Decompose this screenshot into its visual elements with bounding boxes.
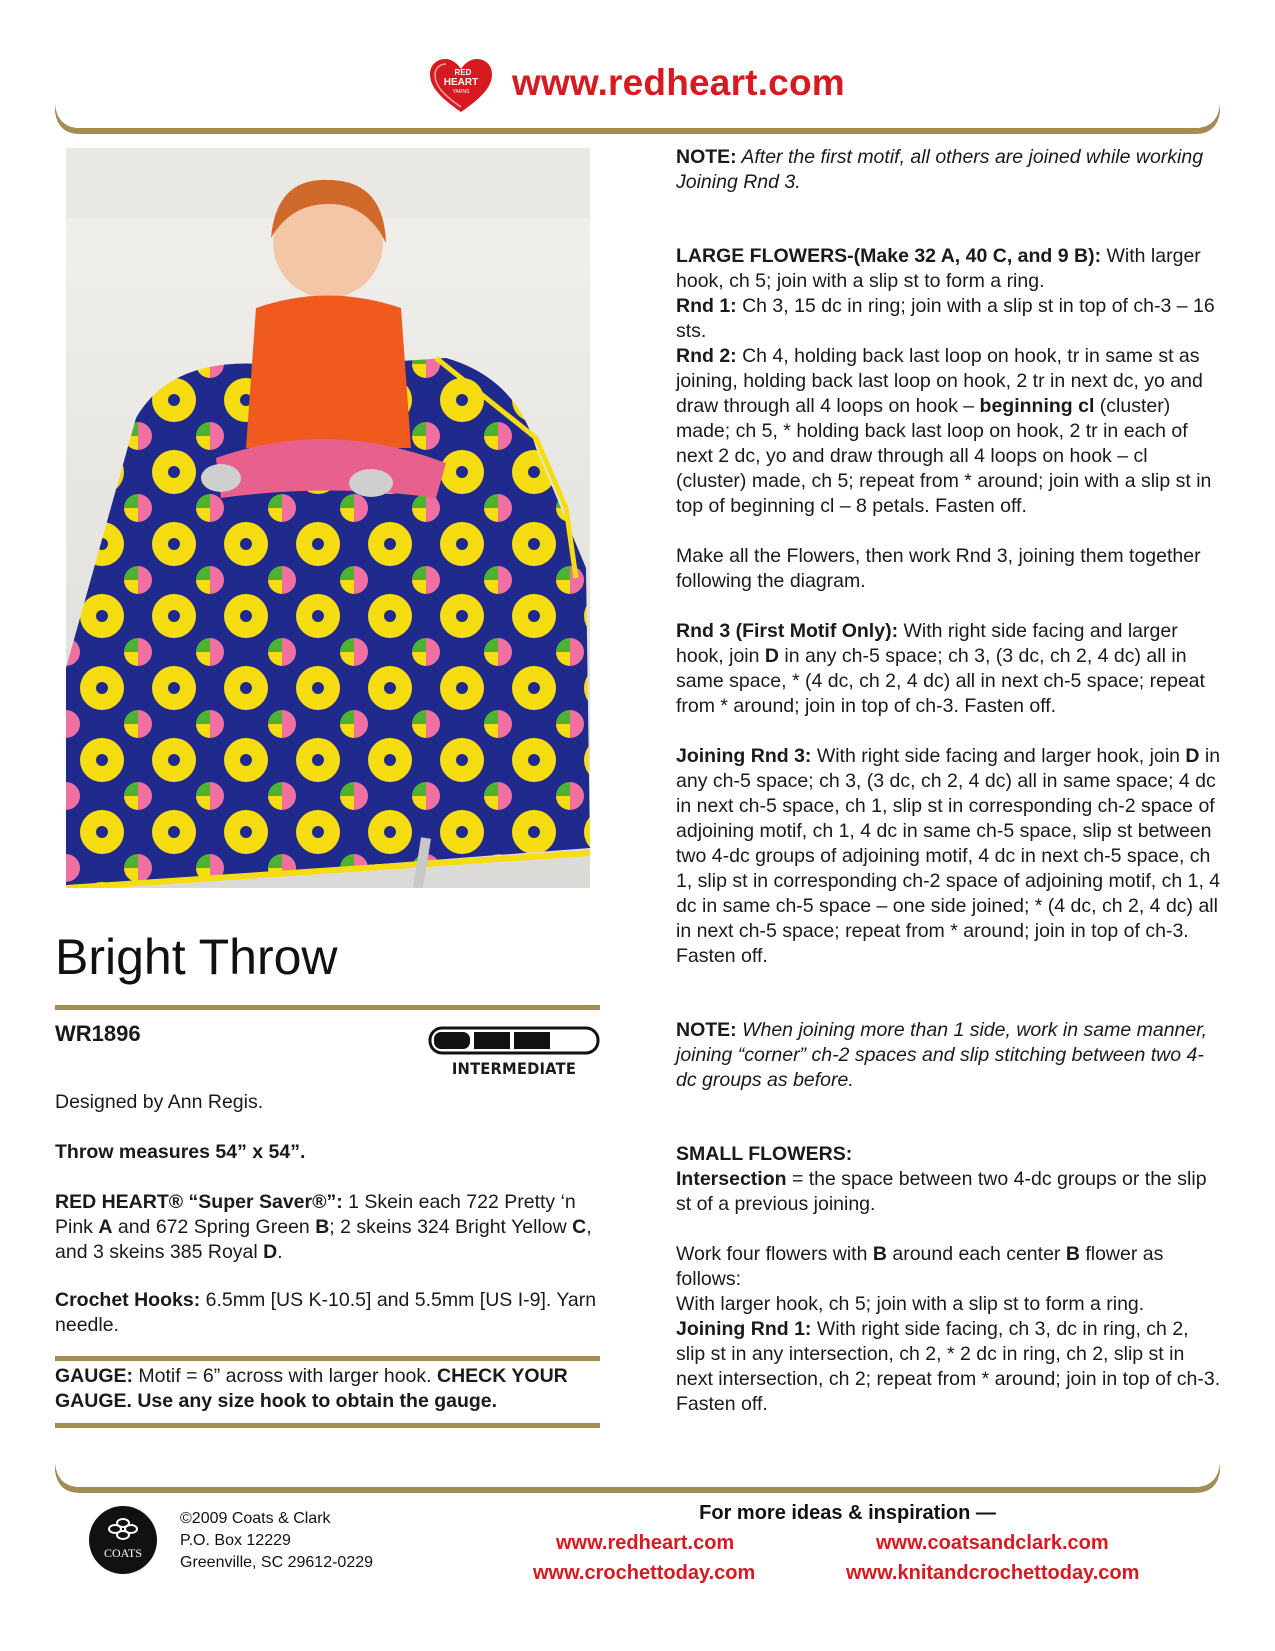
joining-label: Joining Rnd 3: [676, 745, 812, 767]
rnd1-label: Rnd 1: [676, 295, 737, 317]
coats-logo[interactable] [88, 1505, 158, 1575]
rnd3-color-d: D [764, 645, 779, 667]
yarn-text-1: 1 Skein each 722 Pretty ‘n Pink [55, 1191, 576, 1238]
address-line-2: P.O. Box 12229 [180, 1532, 291, 1549]
workfour-b2: B [1065, 1243, 1080, 1265]
skill-segment-2 [474, 1032, 510, 1049]
footer-link-crochettoday[interactable]: www.crochettoday.com [533, 1562, 756, 1584]
note-multiple-sides [676, 1018, 1221, 1093]
workfour-b1: B [872, 1243, 887, 1265]
more-ideas-heading: For more ideas & inspiration — [699, 1502, 996, 1524]
header-divider-band [55, 104, 1220, 134]
large-flowers-label: LARGE FLOWERS-(Make 32 A, 40 C, and 9 B): [676, 245, 1102, 267]
footer-link-redheart[interactable]: www.redheart.com [556, 1532, 735, 1554]
footer-link-coatsandclark[interactable]: www.coatsandclark.com [876, 1532, 1109, 1554]
hooks-label: Crochet Hooks: [55, 1289, 201, 1311]
small-flowers-instructions [676, 1242, 1221, 1417]
color-b: B [315, 1216, 330, 1238]
pattern-title: Bright Throw [55, 929, 338, 985]
coats-logo-text: COATS [103, 1546, 143, 1560]
intersection-text: = the space between two 4-dc groups or the slip st of a previous joining. [676, 1168, 1207, 1215]
skill-segment-4 [554, 1032, 592, 1049]
skill-level-label: INTERMEDIATE [451, 1059, 577, 1078]
rnd2-text-b: (cluster) made; ch 5, * holding back last loop on hook, 2 tr in each of next 2 dc, yo and draw through all 4 loops on hook – cl (cluster) made, ch 5; repeat from * around; join with a slip st in top of beginning cl – 8 petals. Fasten off. [676, 395, 1212, 517]
yarn-materials [55, 1190, 605, 1265]
color-a: A [98, 1216, 113, 1238]
address-line-3: Greenville, SC 29612-0229 [180, 1554, 374, 1571]
skill-segment-3 [514, 1032, 550, 1049]
joining-text-2: in any ch-5 space; ch 3, (3 dc, ch 2, 4 dc) all in same space; 4 dc in next ch-5 space, ch 1, slip st in corresponding ch-2 space of adjoining motif, ch 1, 4 dc in same ch-5 space, slip st between two 4-dc groups of adjoining motif, 4 dc in next ch-5 space, ch 1, slip st in corresponding ch-2 space of adjoining motif, ch 1, 4 dc in same ch-5 space – one side joined; * (4 dc, ch 2, 4 dc) all in next ch-5 space; repeat from * around; join in top of ch-3. Fasten off. [676, 745, 1221, 967]
throw-measurements: Throw measures 54” x 54”. [55, 1141, 306, 1163]
yarn-text-5: . [277, 1241, 283, 1263]
yarn-text-4: , and 3 skeins 385 Royal [55, 1216, 592, 1263]
yarn-label: RED HEART® “Super Saver®”: [55, 1191, 343, 1213]
intersection-label: Intersection [676, 1168, 787, 1190]
header-site-url[interactable]: www.redheart.com [512, 62, 845, 103]
designer-credit: Designed by Ann Regis. [55, 1091, 264, 1113]
workfour-ring: With larger hook, ch 5; join with a slip st to form a ring. [676, 1293, 1145, 1315]
logo-text-yarns: YARNS [452, 89, 470, 95]
large-flowers-text: With larger hook, ch 5; join with a slip st to form a ring. [676, 245, 1201, 292]
footer-divider-band [55, 1463, 1220, 1493]
color-d: D [263, 1241, 278, 1263]
rnd2-beginning-cl: beginning cl [979, 395, 1095, 417]
company-address [180, 1508, 373, 1574]
throw-photo-illustration [66, 148, 590, 888]
workfour-text-3: flower as follows: [676, 1243, 1164, 1290]
rnd3-first-motif [676, 619, 1221, 719]
joining-color-d: D [1185, 745, 1200, 767]
note2-text: When joining more than 1 side, work in same manner, joining “corner” ch-2 spaces and slip stitching between two 4-dc groups as before. [676, 1019, 1208, 1091]
pattern-code: WR1896 [55, 1021, 141, 1046]
make-all-flowers-text: Make all the Flowers, then work Rnd 3, joining them together following the diagram. [676, 545, 1201, 592]
joining-rnd1-text: With right side facing, ch 3, dc in ring, ch 2, slip st in any intersection, ch 2, * 2 dc in ring, ch 2, slip st in next intersection, ch 2; repeat from * around; join in top of ch-3. Fasten off. [676, 1318, 1221, 1415]
logo-text-red: RED [454, 68, 472, 77]
skill-segment-1 [434, 1032, 470, 1049]
small-flowers-section [676, 1142, 1221, 1217]
joining-rnd1-label: Joining Rnd 1: [676, 1318, 812, 1340]
gauge-info [55, 1364, 605, 1414]
note2-label: NOTE: [676, 1019, 737, 1041]
workfour-text-1: Work four flowers with [676, 1243, 873, 1265]
footer-link-knitandcrochettoday[interactable]: www.knitandcrochettoday.com [846, 1562, 1140, 1584]
rnd2-text-a: Ch 4, holding back last loop on hook, tr in same st as joining, holding back last loop on hook, 2 tr in next dc, yo and draw through all 4 loops on hook – [676, 345, 1203, 417]
yarn-text-3: ; 2 skeins 324 Bright Yellow [329, 1216, 573, 1238]
title-rule [55, 1005, 600, 1010]
gauge-check: CHECK YOUR GAUGE. Use any size hook to obtain the gauge. [55, 1365, 568, 1412]
small-flowers-heading: SMALL FLOWERS: [676, 1143, 853, 1165]
yarn-text-2: and 672 Spring Green [112, 1216, 316, 1238]
rnd1-text: Ch 3, 15 dc in ring; join with a slip st in top of ch-3 – 16 sts. [676, 295, 1215, 342]
rnd2-label: Rnd 2: [676, 345, 737, 367]
joining-rnd3 [676, 744, 1221, 969]
note-joining [676, 145, 1221, 195]
address-line-1: ©2009 Coats & Clark [180, 1510, 331, 1527]
rnd3-text-2: in any ch-5 space; ch 3, (3 dc, ch 2, 4 dc) all in same space, * (4 dc, ch 2, 4 dc) all in next ch-5 space; repeat from * around; join in top of ch-3. Fasten off. [676, 645, 1205, 717]
throw-photo [66, 148, 590, 888]
gauge-text: Motif = 6” across with larger hook. [133, 1365, 437, 1387]
note1-text: After the first motif, all others are joined while working Joining Rnd 3. [676, 146, 1204, 193]
gauge-rule-top [55, 1356, 600, 1361]
rnd3-label: Rnd 3 (First Motif Only): [676, 620, 899, 642]
large-flowers-instructions [676, 244, 1221, 519]
note1-label: NOTE: [676, 146, 737, 168]
hooks-text: 6.5mm [US K-10.5] and 5.5mm [US I-9]. Yarn needle. [55, 1289, 597, 1336]
logo-text-heart: HEART [443, 77, 479, 88]
color-c: C [572, 1216, 587, 1238]
crochet-hooks [55, 1288, 605, 1338]
gauge-rule-bottom [55, 1423, 600, 1428]
gauge-label: GAUGE: [55, 1365, 133, 1387]
rnd3-text-1: With right side facing and larger hook, join [676, 620, 1178, 667]
joining-text-1: With right side facing and larger hook, join [811, 745, 1186, 767]
workfour-text-2: around each center [886, 1243, 1066, 1265]
